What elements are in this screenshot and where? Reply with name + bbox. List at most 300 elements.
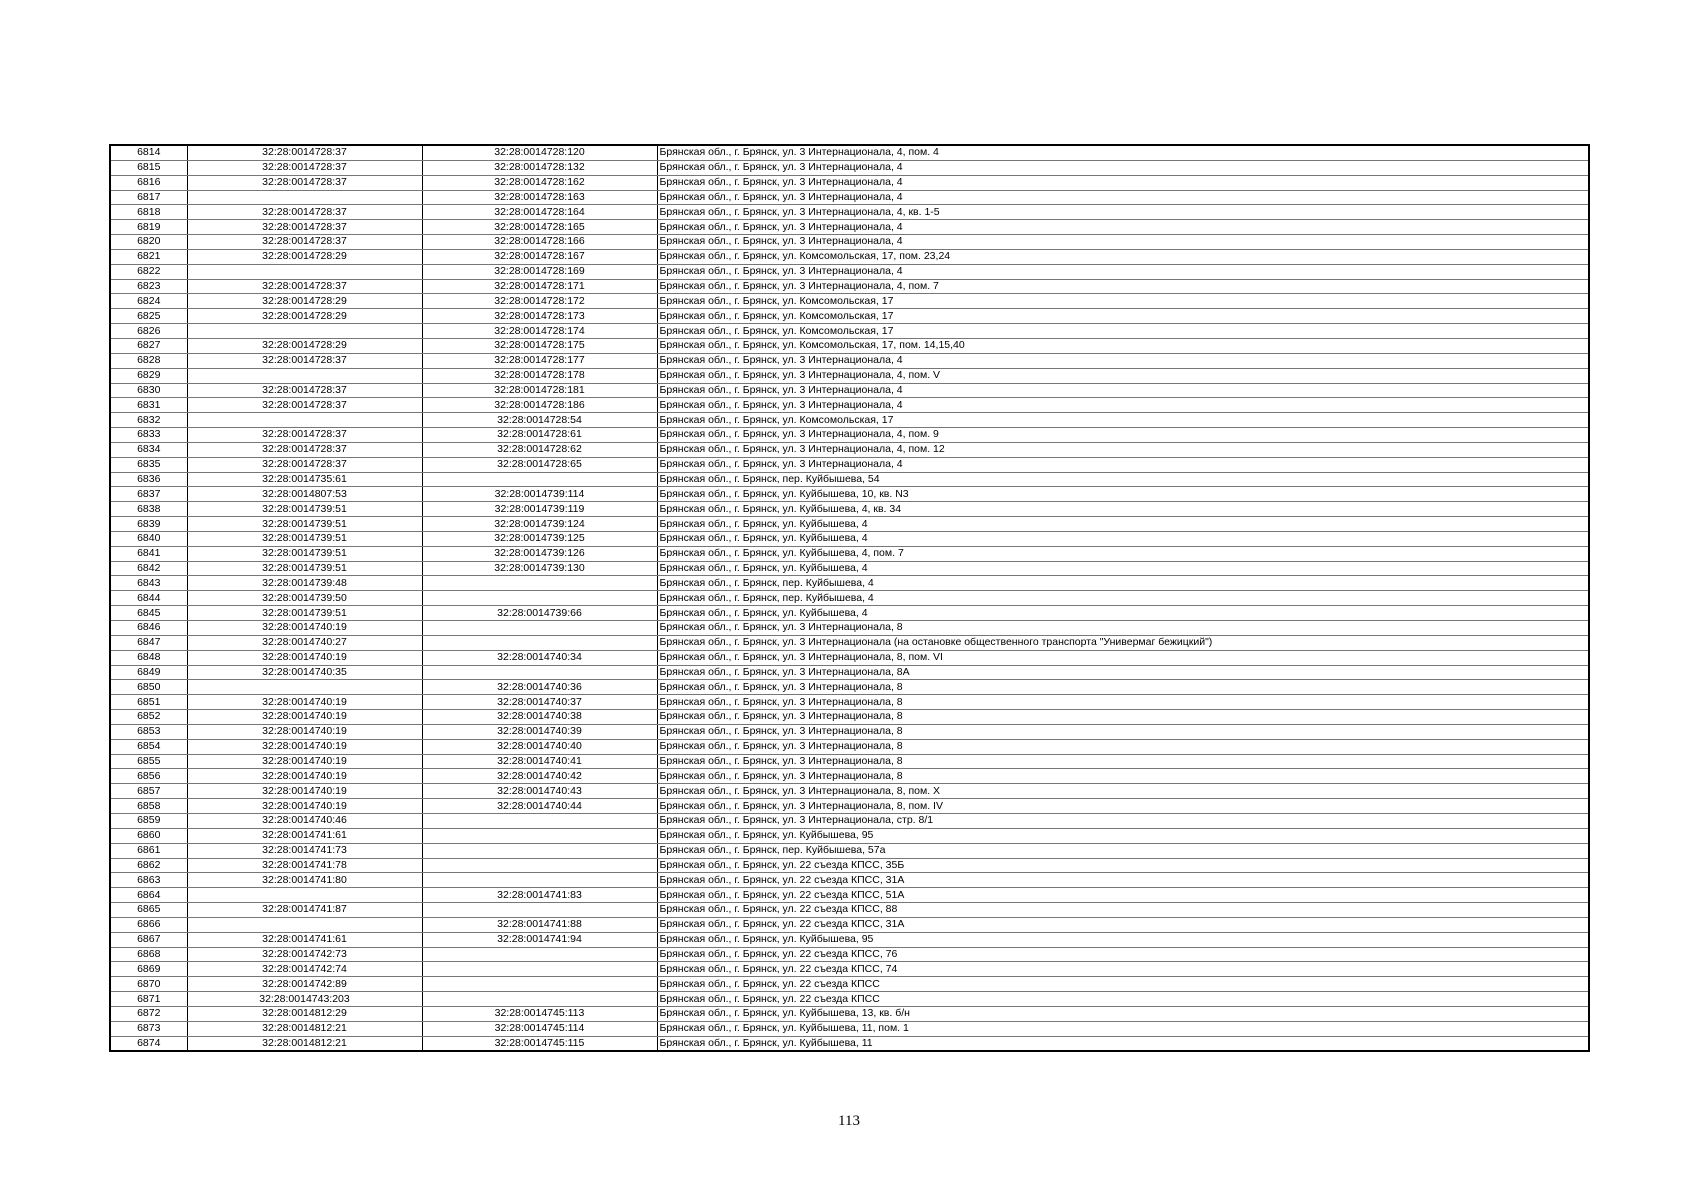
object-cadastral-number-cell: 32:28:0014740:42 <box>422 769 657 784</box>
land-cadastral-number-cell: 32:28:0014728:37 <box>187 353 422 368</box>
address-cell: Брянская обл., г. Брянск, пер. Куйбышева, 57а <box>657 843 1589 858</box>
address-cell: Брянская обл., г. Брянск, ул. 3 Интернационала, 8 <box>657 754 1589 769</box>
row-number-cell: 6855 <box>110 754 187 769</box>
address-cell: Брянская обл., г. Брянск, ул. 22 съезда КПСС, 74 <box>657 962 1589 977</box>
land-cadastral-number-cell: 32:28:0014728:29 <box>187 338 422 353</box>
object-cadastral-number-cell: 32:28:0014728:61 <box>422 428 657 443</box>
address-cell: Брянская обл., г. Брянск, ул. Куйбышева, 95 <box>657 828 1589 843</box>
table-row <box>110 873 1589 888</box>
table-row <box>110 799 1589 814</box>
row-number-cell: 6847 <box>110 635 187 650</box>
row-number-cell: 6848 <box>110 650 187 665</box>
object-cadastral-number-cell: 32:28:0014739:114 <box>422 487 657 502</box>
row-number-cell: 6837 <box>110 487 187 502</box>
address-cell: Брянская обл., г. Брянск, ул. 3 Интернационала, 4 <box>657 383 1589 398</box>
address-cell: Брянская обл., г. Брянск, ул. 22 съезда КПСС, 88 <box>657 903 1589 918</box>
object-cadastral-number-cell: 32:28:0014728:178 <box>422 368 657 383</box>
object-cadastral-number-cell <box>422 828 657 843</box>
address-cell: Брянская обл., г. Брянск, ул. Куйбышева, 4 <box>657 531 1589 546</box>
address-cell: Брянская обл., г. Брянск, ул. 3 Интернационала (на остановке общественного транспорта "Универмаг бежицкий") <box>657 635 1589 650</box>
object-cadastral-number-cell: 32:28:0014728:166 <box>422 235 657 250</box>
address-cell: Брянская обл., г. Брянск, ул. 3 Интернационала, 8, пом. IV <box>657 799 1589 814</box>
table-row <box>110 828 1589 843</box>
address-cell: Брянская обл., г. Брянск, ул. Куйбышева, 10, кв. N3 <box>657 487 1589 502</box>
row-number-cell: 6839 <box>110 517 187 532</box>
table-row <box>110 472 1589 487</box>
row-number-cell: 6823 <box>110 279 187 294</box>
address-cell: Брянская обл., г. Брянск, ул. 22 съезда КПСС <box>657 992 1589 1007</box>
address-cell: Брянская обл., г. Брянск, ул. 22 съезда КПСС, 51А <box>657 888 1589 903</box>
land-cadastral-number-cell: 32:28:0014741:73 <box>187 843 422 858</box>
address-cell: Брянская обл., г. Брянск, ул. 3 Интернационала, 4, пом. 7 <box>657 279 1589 294</box>
land-cadastral-number-cell: 32:28:0014740:19 <box>187 754 422 769</box>
row-number-cell: 6862 <box>110 858 187 873</box>
land-cadastral-number-cell: 32:28:0014743:203 <box>187 992 422 1007</box>
object-cadastral-number-cell: 32:28:0014728:162 <box>422 175 657 190</box>
table-row <box>110 769 1589 784</box>
object-cadastral-number-cell: 32:28:0014739:119 <box>422 502 657 517</box>
object-cadastral-number-cell: 32:28:0014745:115 <box>422 1036 657 1051</box>
table-row <box>110 517 1589 532</box>
row-number-cell: 6872 <box>110 1006 187 1021</box>
address-cell: Брянская обл., г. Брянск, ул. 3 Интернационала, 8, пом. VI <box>657 650 1589 665</box>
land-cadastral-number-cell: 32:28:0014739:51 <box>187 517 422 532</box>
address-cell: Брянская обл., г. Брянск, ул. 22 съезда КПСС, 76 <box>657 947 1589 962</box>
row-number-cell: 6873 <box>110 1021 187 1036</box>
address-cell: Брянская обл., г. Брянск, ул. Куйбышева, 11 <box>657 1036 1589 1051</box>
land-cadastral-number-cell: 32:28:0014740:35 <box>187 665 422 680</box>
address-cell: Брянская обл., г. Брянск, ул. 3 Интернационала, стр. 8/1 <box>657 813 1589 828</box>
row-number-cell: 6870 <box>110 977 187 992</box>
object-cadastral-number-cell: 32:28:0014740:43 <box>422 784 657 799</box>
row-number-cell: 6815 <box>110 160 187 175</box>
land-cadastral-number-cell: 32:28:0014728:37 <box>187 205 422 220</box>
object-cadastral-number-cell: 32:28:0014740:40 <box>422 739 657 754</box>
object-cadastral-number-cell: 32:28:0014739:126 <box>422 546 657 561</box>
land-cadastral-number-cell: 32:28:0014812:29 <box>187 1006 422 1021</box>
object-cadastral-number-cell: 32:28:0014739:66 <box>422 606 657 621</box>
land-cadastral-number-cell <box>187 368 422 383</box>
address-cell: Брянская обл., г. Брянск, ул. 3 Интернационала, 8 <box>657 621 1589 636</box>
address-cell: Брянская обл., г. Брянск, ул. 3 Интернационала, 8 <box>657 695 1589 710</box>
land-cadastral-number-cell: 32:28:0014728:37 <box>187 398 422 413</box>
land-cadastral-number-cell: 32:28:0014735:61 <box>187 472 422 487</box>
address-cell: Брянская обл., г. Брянск, ул. Комсомольская, 17, пом. 14,15,40 <box>657 338 1589 353</box>
object-cadastral-number-cell: 32:28:0014740:41 <box>422 754 657 769</box>
row-number-cell: 6842 <box>110 561 187 576</box>
address-cell: Брянская обл., г. Брянск, ул. Комсомольская, 17 <box>657 413 1589 428</box>
row-number-cell: 6867 <box>110 932 187 947</box>
object-cadastral-number-cell <box>422 992 657 1007</box>
object-cadastral-number-cell: 32:28:0014728:174 <box>422 324 657 339</box>
land-cadastral-number-cell: 32:28:0014728:37 <box>187 457 422 472</box>
table-row <box>110 680 1589 695</box>
object-cadastral-number-cell: 32:28:0014739:124 <box>422 517 657 532</box>
table-row <box>110 264 1589 279</box>
row-number-cell: 6851 <box>110 695 187 710</box>
table-row <box>110 695 1589 710</box>
land-cadastral-number-cell: 32:28:0014739:51 <box>187 531 422 546</box>
table-row <box>110 457 1589 472</box>
object-cadastral-number-cell: 32:28:0014740:39 <box>422 724 657 739</box>
row-number-cell: 6869 <box>110 962 187 977</box>
object-cadastral-number-cell <box>422 635 657 650</box>
address-cell: Брянская обл., г. Брянск, ул. Куйбышева, 4 <box>657 517 1589 532</box>
land-cadastral-number-cell: 32:28:0014739:51 <box>187 561 422 576</box>
land-cadastral-number-cell: 32:28:0014741:61 <box>187 828 422 843</box>
address-cell: Брянская обл., г. Брянск, ул. 3 Интернационала, 4 <box>657 235 1589 250</box>
row-number-cell: 6854 <box>110 739 187 754</box>
object-cadastral-number-cell: 32:28:0014728:120 <box>422 145 657 160</box>
object-cadastral-number-cell: 32:28:0014728:167 <box>422 249 657 264</box>
object-cadastral-number-cell <box>422 947 657 962</box>
address-cell: Брянская обл., г. Брянск, ул. 22 съезда КПСС, 31А <box>657 873 1589 888</box>
row-number-cell: 6814 <box>110 145 187 160</box>
object-cadastral-number-cell: 32:28:0014728:173 <box>422 309 657 324</box>
address-cell: Брянская обл., г. Брянск, ул. 3 Интернационала, 4 <box>657 353 1589 368</box>
row-number-cell: 6831 <box>110 398 187 413</box>
address-cell: Брянская обл., г. Брянск, ул. 3 Интернационала, 8, пом. X <box>657 784 1589 799</box>
table-row <box>110 235 1589 250</box>
land-cadastral-number-cell: 32:28:0014741:87 <box>187 903 422 918</box>
row-number-cell: 6840 <box>110 531 187 546</box>
address-cell: Брянская обл., г. Брянск, ул. Комсомольская, 17 <box>657 324 1589 339</box>
row-number-cell: 6857 <box>110 784 187 799</box>
object-cadastral-number-cell: 32:28:0014728:65 <box>422 457 657 472</box>
address-cell: Брянская обл., г. Брянск, ул. 3 Интернационала, 8 <box>657 739 1589 754</box>
row-number-cell: 6816 <box>110 175 187 190</box>
land-cadastral-number-cell: 32:28:0014728:37 <box>187 220 422 235</box>
address-cell: Брянская обл., г. Брянск, ул. 3 Интернационала, 4, пом. 12 <box>657 442 1589 457</box>
address-cell: Брянская обл., г. Брянск, ул. 3 Интернационала, 8 <box>657 710 1589 725</box>
object-cadastral-number-cell: 32:28:0014728:54 <box>422 413 657 428</box>
object-cadastral-number-cell <box>422 472 657 487</box>
table-row <box>110 546 1589 561</box>
table-row <box>110 145 1589 160</box>
land-cadastral-number-cell: 32:28:0014728:37 <box>187 383 422 398</box>
row-number-cell: 6845 <box>110 606 187 621</box>
table-row <box>110 338 1589 353</box>
row-number-cell: 6852 <box>110 710 187 725</box>
object-cadastral-number-cell: 32:28:0014745:114 <box>422 1021 657 1036</box>
land-cadastral-number-cell <box>187 264 422 279</box>
land-cadastral-number-cell: 32:28:0014739:48 <box>187 576 422 591</box>
table-row <box>110 353 1589 368</box>
object-cadastral-number-cell: 32:28:0014728:175 <box>422 338 657 353</box>
address-cell: Брянская обл., г. Брянск, ул. Куйбышева, 4, кв. 34 <box>657 502 1589 517</box>
object-cadastral-number-cell <box>422 621 657 636</box>
land-cadastral-number-cell: 32:28:0014728:37 <box>187 442 422 457</box>
table-row <box>110 413 1589 428</box>
table-row <box>110 710 1589 725</box>
land-cadastral-number-cell <box>187 413 422 428</box>
land-cadastral-number-cell <box>187 888 422 903</box>
row-number-cell: 6826 <box>110 324 187 339</box>
row-number-cell: 6853 <box>110 724 187 739</box>
table-row <box>110 947 1589 962</box>
table-row <box>110 487 1589 502</box>
table-row <box>110 665 1589 680</box>
land-cadastral-number-cell: 32:28:0014807:53 <box>187 487 422 502</box>
address-cell: Брянская обл., г. Брянск, пер. Куйбышева, 4 <box>657 576 1589 591</box>
land-cadastral-number-cell: 32:28:0014728:37 <box>187 279 422 294</box>
object-cadastral-number-cell: 32:28:0014728:186 <box>422 398 657 413</box>
table-row <box>110 813 1589 828</box>
page-number: 113 <box>838 1113 860 1129</box>
object-cadastral-number-cell: 32:28:0014741:83 <box>422 888 657 903</box>
row-number-cell: 6833 <box>110 428 187 443</box>
table-row <box>110 962 1589 977</box>
row-number-cell: 6827 <box>110 338 187 353</box>
address-cell: Брянская обл., г. Брянск, ул. 3 Интернационала, 4 <box>657 220 1589 235</box>
row-number-cell: 6830 <box>110 383 187 398</box>
table-row <box>110 1006 1589 1021</box>
land-cadastral-number-cell: 32:28:0014728:29 <box>187 249 422 264</box>
object-cadastral-number-cell <box>422 591 657 606</box>
address-cell: Брянская обл., г. Брянск, пер. Куйбышева, 54 <box>657 472 1589 487</box>
land-cadastral-number-cell: 32:28:0014739:50 <box>187 591 422 606</box>
row-number-cell: 6858 <box>110 799 187 814</box>
table-row <box>110 1021 1589 1036</box>
address-cell: Брянская обл., г. Брянск, ул. 22 съезда КПСС, 31А <box>657 917 1589 932</box>
table-row <box>110 160 1589 175</box>
row-number-cell: 6868 <box>110 947 187 962</box>
table-row <box>110 309 1589 324</box>
row-number-cell: 6863 <box>110 873 187 888</box>
object-cadastral-number-cell: 32:28:0014728:164 <box>422 205 657 220</box>
row-number-cell: 6819 <box>110 220 187 235</box>
address-cell: Брянская обл., г. Брянск, ул. 3 Интернационала, 4, кв. 1-5 <box>657 205 1589 220</box>
table-row <box>110 205 1589 220</box>
row-number-cell: 6818 <box>110 205 187 220</box>
row-number-cell: 6866 <box>110 917 187 932</box>
row-number-cell: 6861 <box>110 843 187 858</box>
row-number-cell: 6874 <box>110 1036 187 1051</box>
row-number-cell: 6834 <box>110 442 187 457</box>
address-cell: Брянская обл., г. Брянск, ул. Куйбышева, 95 <box>657 932 1589 947</box>
row-number-cell: 6824 <box>110 294 187 309</box>
table-row <box>110 754 1589 769</box>
object-cadastral-number-cell <box>422 903 657 918</box>
table-row <box>110 739 1589 754</box>
table-row <box>110 903 1589 918</box>
land-cadastral-number-cell: 32:28:0014740:27 <box>187 635 422 650</box>
object-cadastral-number-cell: 32:28:0014728:181 <box>422 383 657 398</box>
row-number-cell: 6849 <box>110 665 187 680</box>
row-number-cell: 6865 <box>110 903 187 918</box>
table-row <box>110 502 1589 517</box>
land-cadastral-number-cell <box>187 680 422 695</box>
object-cadastral-number-cell <box>422 665 657 680</box>
table-row <box>110 606 1589 621</box>
land-cadastral-number-cell: 32:28:0014741:78 <box>187 858 422 873</box>
land-cadastral-number-cell: 32:28:0014740:19 <box>187 799 422 814</box>
address-cell: Брянская обл., г. Брянск, ул. Куйбышева, 13, кв. б/н <box>657 1006 1589 1021</box>
land-cadastral-number-cell: 32:28:0014740:46 <box>187 813 422 828</box>
row-number-cell: 6841 <box>110 546 187 561</box>
object-cadastral-number-cell: 32:28:0014740:34 <box>422 650 657 665</box>
registry-table-body <box>110 145 1589 1051</box>
land-cadastral-number-cell: 32:28:0014728:29 <box>187 309 422 324</box>
table-row <box>110 843 1589 858</box>
row-number-cell: 6820 <box>110 235 187 250</box>
table-row <box>110 324 1589 339</box>
table-row <box>110 992 1589 1007</box>
table-row <box>110 279 1589 294</box>
table-row <box>110 368 1589 383</box>
object-cadastral-number-cell <box>422 962 657 977</box>
table-row <box>110 220 1589 235</box>
object-cadastral-number-cell: 32:28:0014739:125 <box>422 531 657 546</box>
land-cadastral-number-cell: 32:28:0014728:37 <box>187 235 422 250</box>
land-cadastral-number-cell: 32:28:0014812:21 <box>187 1021 422 1036</box>
land-cadastral-number-cell: 32:28:0014728:37 <box>187 428 422 443</box>
object-cadastral-number-cell: 32:28:0014739:130 <box>422 561 657 576</box>
table-row <box>110 1036 1589 1051</box>
row-number-cell: 6828 <box>110 353 187 368</box>
land-cadastral-number-cell: 32:28:0014740:19 <box>187 650 422 665</box>
table-row <box>110 635 1589 650</box>
land-cadastral-number-cell: 32:28:0014741:61 <box>187 932 422 947</box>
address-cell: Брянская обл., г. Брянск, ул. 3 Интернационала, 4, пом. 4 <box>657 145 1589 160</box>
land-cadastral-number-cell: 32:28:0014741:80 <box>187 873 422 888</box>
table-row <box>110 858 1589 873</box>
land-cadastral-number-cell <box>187 324 422 339</box>
row-number-cell: 6846 <box>110 621 187 636</box>
table-row <box>110 576 1589 591</box>
object-cadastral-number-cell <box>422 858 657 873</box>
land-cadastral-number-cell <box>187 917 422 932</box>
object-cadastral-number-cell: 32:28:0014728:165 <box>422 220 657 235</box>
table-row <box>110 398 1589 413</box>
object-cadastral-number-cell: 32:28:0014728:172 <box>422 294 657 309</box>
row-number-cell: 6825 <box>110 309 187 324</box>
address-cell: Брянская обл., г. Брянск, ул. 3 Интернационала, 8А <box>657 665 1589 680</box>
row-number-cell: 6836 <box>110 472 187 487</box>
address-cell: Брянская обл., г. Брянск, ул. Комсомольская, 17 <box>657 294 1589 309</box>
land-cadastral-number-cell: 32:28:0014742:73 <box>187 947 422 962</box>
table-row <box>110 428 1589 443</box>
land-cadastral-number-cell: 32:28:0014742:74 <box>187 962 422 977</box>
land-cadastral-number-cell <box>187 190 422 205</box>
object-cadastral-number-cell: 32:28:0014740:37 <box>422 695 657 710</box>
table-row <box>110 442 1589 457</box>
land-cadastral-number-cell: 32:28:0014739:51 <box>187 606 422 621</box>
address-cell: Брянская обл., г. Брянск, ул. 3 Интернационала, 4 <box>657 190 1589 205</box>
object-cadastral-number-cell: 32:28:0014740:36 <box>422 680 657 695</box>
land-cadastral-number-cell: 32:28:0014728:29 <box>187 294 422 309</box>
land-cadastral-number-cell: 32:28:0014740:19 <box>187 769 422 784</box>
table-row <box>110 190 1589 205</box>
address-cell: Брянская обл., г. Брянск, ул. 3 Интернационала, 4, пом. 9 <box>657 428 1589 443</box>
land-cadastral-number-cell: 32:28:0014739:51 <box>187 546 422 561</box>
object-cadastral-number-cell <box>422 873 657 888</box>
table-row <box>110 650 1589 665</box>
row-number-cell: 6835 <box>110 457 187 472</box>
land-cadastral-number-cell: 32:28:0014728:37 <box>187 145 422 160</box>
row-number-cell: 6859 <box>110 813 187 828</box>
object-cadastral-number-cell <box>422 843 657 858</box>
table-row <box>110 932 1589 947</box>
address-cell: Брянская обл., г. Брянск, ул. 3 Интернационала, 8 <box>657 769 1589 784</box>
land-cadastral-number-cell: 32:28:0014740:19 <box>187 784 422 799</box>
row-number-cell: 6864 <box>110 888 187 903</box>
land-cadastral-number-cell: 32:28:0014740:19 <box>187 724 422 739</box>
address-cell: Брянская обл., г. Брянск, ул. Куйбышева, 4 <box>657 561 1589 576</box>
land-cadastral-number-cell: 32:28:0014739:51 <box>187 502 422 517</box>
table-row <box>110 249 1589 264</box>
table-row <box>110 591 1589 606</box>
object-cadastral-number-cell: 32:28:0014741:94 <box>422 932 657 947</box>
address-cell: Брянская обл., г. Брянск, ул. 3 Интернационала, 4, пом. V <box>657 368 1589 383</box>
address-cell: Брянская обл., г. Брянск, ул. Комсомольская, 17 <box>657 309 1589 324</box>
table-row <box>110 531 1589 546</box>
registry-table <box>109 144 1590 1052</box>
object-cadastral-number-cell: 32:28:0014740:38 <box>422 710 657 725</box>
object-cadastral-number-cell <box>422 977 657 992</box>
table-row <box>110 917 1589 932</box>
object-cadastral-number-cell: 32:28:0014740:44 <box>422 799 657 814</box>
object-cadastral-number-cell: 32:28:0014728:62 <box>422 442 657 457</box>
row-number-cell: 6843 <box>110 576 187 591</box>
address-cell: Брянская обл., г. Брянск, ул. 3 Интернационала, 4 <box>657 457 1589 472</box>
row-number-cell: 6832 <box>110 413 187 428</box>
table-row <box>110 383 1589 398</box>
row-number-cell: 6838 <box>110 502 187 517</box>
object-cadastral-number-cell: 32:28:0014745:113 <box>422 1006 657 1021</box>
address-cell: Брянская обл., г. Брянск, ул. Комсомольская, 17, пом. 23,24 <box>657 249 1589 264</box>
row-number-cell: 6821 <box>110 249 187 264</box>
row-number-cell: 6860 <box>110 828 187 843</box>
address-cell: Брянская обл., г. Брянск, ул. 3 Интернационала, 4 <box>657 264 1589 279</box>
object-cadastral-number-cell: 32:28:0014728:163 <box>422 190 657 205</box>
object-cadastral-number-cell: 32:28:0014741:88 <box>422 917 657 932</box>
row-number-cell: 6817 <box>110 190 187 205</box>
row-number-cell: 6856 <box>110 769 187 784</box>
row-number-cell: 6850 <box>110 680 187 695</box>
row-number-cell: 6844 <box>110 591 187 606</box>
land-cadastral-number-cell: 32:28:0014740:19 <box>187 621 422 636</box>
land-cadastral-number-cell: 32:28:0014740:19 <box>187 710 422 725</box>
address-cell: Брянская обл., г. Брянск, ул. 22 съезда КПСС <box>657 977 1589 992</box>
table-row <box>110 561 1589 576</box>
table-row <box>110 294 1589 309</box>
address-cell: Брянская обл., г. Брянск, пер. Куйбышева, 4 <box>657 591 1589 606</box>
object-cadastral-number-cell <box>422 576 657 591</box>
object-cadastral-number-cell <box>422 813 657 828</box>
land-cadastral-number-cell: 32:28:0014740:19 <box>187 695 422 710</box>
row-number-cell: 6829 <box>110 368 187 383</box>
land-cadastral-number-cell: 32:28:0014728:37 <box>187 160 422 175</box>
address-cell: Брянская обл., г. Брянск, ул. Куйбышева, 4, пом. 7 <box>657 546 1589 561</box>
row-number-cell: 6871 <box>110 992 187 1007</box>
address-cell: Брянская обл., г. Брянск, ул. 3 Интернационала, 8 <box>657 680 1589 695</box>
address-cell: Брянская обл., г. Брянск, ул. 3 Интернационала, 8 <box>657 724 1589 739</box>
object-cadastral-number-cell: 32:28:0014728:132 <box>422 160 657 175</box>
table-row <box>110 724 1589 739</box>
land-cadastral-number-cell: 32:28:0014742:89 <box>187 977 422 992</box>
row-number-cell: 6822 <box>110 264 187 279</box>
object-cadastral-number-cell: 32:28:0014728:177 <box>422 353 657 368</box>
table-row <box>110 977 1589 992</box>
address-cell: Брянская обл., г. Брянск, ул. Куйбышева, 4 <box>657 606 1589 621</box>
address-cell: Брянская обл., г. Брянск, ул. 3 Интернационала, 4 <box>657 175 1589 190</box>
table-row <box>110 784 1589 799</box>
land-cadastral-number-cell: 32:28:0014728:37 <box>187 175 422 190</box>
land-cadastral-number-cell: 32:28:0014812:21 <box>187 1036 422 1051</box>
address-cell: Брянская обл., г. Брянск, ул. 3 Интернационала, 4 <box>657 160 1589 175</box>
address-cell: Брянская обл., г. Брянск, ул. 22 съезда КПСС, 35Б <box>657 858 1589 873</box>
